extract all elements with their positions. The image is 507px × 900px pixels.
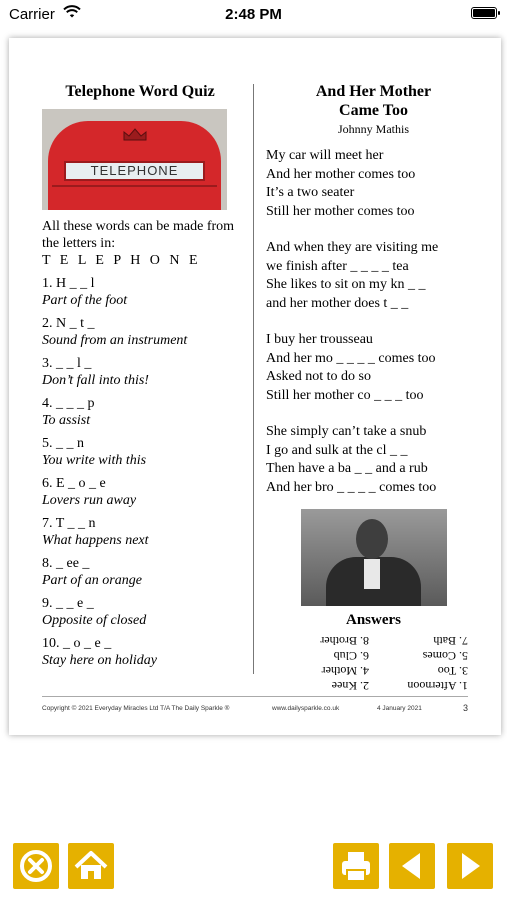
answers-upside-down: [278, 633, 468, 693]
lyric-line: And when they are visiting me: [266, 240, 439, 255]
question-clue: Stay here on holiday: [42, 653, 157, 668]
answers-title: Answers: [346, 612, 401, 628]
quiz-question: [42, 355, 238, 389]
previous-page-button[interactable]: [389, 843, 435, 889]
question-clue: Sound from an instrument: [42, 333, 188, 348]
lyric-line: She likes to sit on my kn _ _: [266, 277, 426, 292]
song-title: [266, 82, 481, 120]
question-pattern: 3. _ _ l _: [42, 356, 92, 371]
question-clue: Part of the foot: [42, 293, 128, 308]
answer-item: 2. Knee: [331, 679, 369, 693]
telephone-box-photo: [42, 109, 227, 210]
question-pattern: 6. E _ o _ e: [42, 476, 106, 491]
answer-item: 4. Mother: [321, 664, 369, 678]
lyric-line: She simply can’t take a snub: [266, 424, 427, 439]
battery-icon: [471, 7, 497, 19]
close-button[interactable]: [13, 843, 59, 889]
question-pattern: 8. _ ee _: [42, 556, 90, 571]
lyric-line: Then have a ba _ _ and a rub: [266, 461, 428, 476]
quiz-question: [42, 315, 238, 349]
lyric-line: I go and sulk at the cl _ _: [266, 442, 408, 458]
quiz-question: [42, 475, 238, 509]
website: www.dailysparkle.co.uk: [272, 705, 340, 712]
lyric-verse: [266, 147, 481, 221]
quiz-question: [42, 635, 238, 669]
crown-icon: [122, 127, 148, 141]
question-pattern: 9. _ _ e _: [42, 596, 94, 611]
quiz-title: Telephone Word Quiz: [65, 83, 215, 100]
next-page-button[interactable]: [447, 843, 493, 889]
copyright: Copyright © 2021 Everyday Miracles Ltd T/A The Daily Sparkle ®: [42, 705, 230, 712]
home-button[interactable]: [68, 843, 114, 889]
column-divider: [253, 84, 254, 674]
question-pattern: 7. T _ _ n: [42, 516, 96, 531]
question-clue: Don’t fall into this!: [42, 373, 149, 388]
question-list: [42, 275, 238, 669]
page-number: 3: [462, 703, 468, 713]
question-clue: Lovers run away: [42, 493, 137, 508]
lyrics: [266, 147, 481, 497]
question-clue: To assist: [42, 413, 91, 428]
previous-icon: [389, 843, 435, 889]
lyric-line: Still her mother comes too: [266, 203, 415, 219]
home-icon: [68, 843, 114, 889]
lyric-line: My car will meet her: [266, 148, 384, 163]
question-pattern: 10. _ o _ e _: [42, 636, 112, 651]
lyric-verse: [266, 331, 481, 405]
quiz-question: [42, 555, 238, 589]
answer-item: 3. Too: [437, 664, 468, 678]
song-artist: Johnny Mathis: [337, 122, 409, 136]
question-pattern: 5. _ _ n: [42, 436, 84, 451]
lyric-line: Still her mother co _ _ _ too: [266, 387, 424, 403]
song-title-line1: And Her Mother: [315, 83, 432, 100]
question-clue: You write with this: [42, 453, 147, 468]
source-letters: T E L E P H O N E: [42, 253, 201, 268]
lyric-line: And her mo _ _ _ _ comes too: [266, 350, 436, 366]
song-title-line2: Came Too: [339, 102, 408, 119]
lyric-line: Asked not to do so: [266, 369, 371, 384]
question-pattern: 4. _ _ _ p: [42, 396, 95, 411]
document-page: [9, 38, 501, 735]
lyric-verse: [266, 423, 481, 497]
answer-item: 8. Brother: [320, 634, 369, 648]
lyric-line: And her bro _ _ _ _ comes too: [266, 479, 437, 495]
lyric-line: and her mother does t _ _: [266, 295, 409, 311]
bottom-toolbar: [0, 838, 507, 898]
close-icon: [13, 843, 59, 889]
quiz-question: [42, 435, 238, 469]
telephone-sign: TELEPHONE: [64, 161, 205, 181]
question-pattern: 2. N _ t _: [42, 316, 95, 331]
answer-item: 1. Afternoon: [407, 679, 468, 693]
lyric-line: And her mother comes too: [266, 166, 416, 182]
print-button[interactable]: [333, 843, 379, 889]
intro-text: All these words can be made from the letters in:: [42, 219, 235, 251]
page-footer: [42, 696, 468, 713]
status-bar: [0, 0, 507, 30]
answer-item: 6. Club: [333, 649, 369, 663]
lyric-verse: [266, 239, 481, 313]
quiz-intro: [42, 218, 238, 269]
question-clue: What happens next: [42, 533, 149, 548]
quiz-column: [42, 82, 238, 669]
answer-item: 7. Bath: [433, 634, 468, 648]
quiz-question: [42, 595, 238, 629]
question-clue: Part of an orange: [42, 573, 142, 588]
question-pattern: 1. H _ _ l: [42, 276, 95, 291]
quiz-question: [42, 275, 238, 309]
issue-date: 4 January 2021: [377, 705, 422, 712]
question-clue: Opposite of closed: [42, 613, 147, 628]
quiz-question: [42, 515, 238, 549]
carrier-label: Carrier: [9, 6, 55, 23]
clock: 2:48 PM: [225, 6, 282, 23]
answer-item: 5. Comes: [422, 649, 468, 663]
quiz-question: [42, 395, 238, 429]
print-icon: [333, 843, 379, 889]
lyric-line: I buy her trousseau: [266, 332, 373, 347]
lyric-line: It’s a two seater: [266, 185, 355, 200]
singer-photo: [301, 509, 447, 606]
next-icon: [447, 843, 493, 889]
lyric-line: we finish after _ _ _ _ tea: [266, 258, 409, 274]
song-column: [266, 82, 481, 693]
